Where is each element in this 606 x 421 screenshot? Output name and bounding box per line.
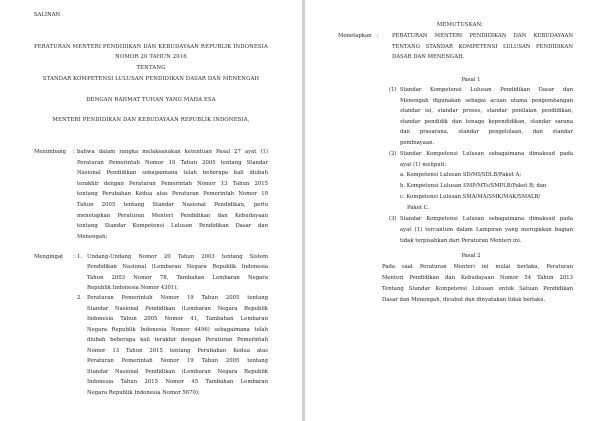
preamble-rahmat: DENGAN RAHMAT TUHAN YANG MAHA ESA: [86, 97, 216, 103]
mengingat-line: Indonesia Tahun 2015 Nomor 45 Tambahan Lembaran: [87, 379, 268, 385]
menetapkan-line: TENTANG STANDAR KOMPETENSI LULUSAN PENDIDIKAN: [392, 43, 573, 50]
mengingat-line: Standar Nasional Pendidikan (Lembaran Negara Republik: [87, 368, 268, 375]
mengingat-item-number: 2.: [77, 295, 83, 301]
mengingat-colon: :: [73, 254, 75, 260]
pasal-1-heading: Pasal 1: [461, 77, 481, 83]
mengingat-line: Standar Nasional Pendidikan (Lembaran Negara Republik: [87, 305, 268, 312]
ayat-2-line: Standar Kompetensi Lulusan sebagaimana dimaksud pada: [400, 151, 573, 157]
ayat-2-subitem: a. Kompetensi Lulusan SD/MI/SDLB/Paket A;: [400, 172, 522, 178]
ayat-1-line: pembiayaan.: [400, 139, 435, 146]
menimbang-line: Nasional Pendidikan sebagaimana telah beberapa kali diubah: [77, 170, 268, 177]
regulation-title-line: STANDAR KOMPETENSI LULUSAN PENDIDIKAN DASAR DAN MENENGAH: [42, 76, 260, 82]
menetapkan-colon: :: [377, 33, 379, 39]
menimbang-line: Peraturan Pemerintah Nomor 19 Tahun 2005 tentang Standar: [77, 159, 268, 166]
mengingat-line: Republik Indonesia Nomor 4301);: [87, 285, 179, 292]
pasal-2-line: Tentang Standar Kompetensi Lulusan untuk Satuan Pendidikan: [382, 286, 573, 292]
mengingat-line: Negara Republik Indonesia Nomor 4496) sebagaimana telah: [87, 326, 268, 333]
mengingat-line: Peraturan Pemerintah Nomor 19 Tahun 2005 tentang: [87, 358, 268, 364]
mengingat-line: Tahun 2003 Nomor 78, Tambahan Lembaran Negara: [87, 274, 268, 281]
ayat-3-line: ayat (1) tercantum dalam Lampiran yang merupakan bagian: [400, 227, 573, 233]
regulation-title-line: PERATURAN MENTERI PENDIDIKAN DAN KEBUDAYAAN REPUBLIK INDONESIA: [34, 44, 268, 50]
mengingat-label: Mengingat: [34, 254, 64, 260]
mengingat-line: Peraturan Pemerintah Nomor 19 Tahun 2005 tentang: [87, 295, 268, 301]
ayat-2-subitem: Paket C.: [407, 205, 430, 211]
pasal-2-line: Dasar dan Menengah, dicabut dan dinyatakan tidak berlaku.: [382, 297, 546, 303]
ayat-number: (2): [389, 151, 397, 157]
document-page-right: [305, 0, 606, 421]
menimbang-line: bahwa dalam rangka melaksanakan ketentuan Pasal 27 ayat (1): [77, 149, 268, 155]
menimbang-line: tentang Standar Kompetensi Lulusan Pendidikan Dasar dan: [77, 223, 268, 230]
ayat-2-subitem: b. Kompetensi Lulusan SMP/MTs/SMPLB/Paket B; dan: [400, 183, 547, 189]
ayat-1-line: standar pendidik dan tenaga kependidikan, standar sarana: [400, 118, 573, 125]
salinan-label: SALINAN: [34, 12, 61, 18]
mengingat-line: diubah beberapa kali terakhir dengan Peraturan Pemerintah: [87, 337, 268, 343]
menimbang-line: Tahun 2005 tentang Standar Nasional Pendidikan, perlu: [77, 202, 268, 208]
menimbang-label: Menimbang: [34, 149, 67, 155]
ayat-1-line: Standar Kompetensi Lulusan Pendidikan Dasar dan: [400, 87, 573, 93]
mengingat-line: Undang-Undang Nomor 20 Tahun 2003 tentang Sistem: [87, 254, 268, 260]
mengingat-item-number: 1.: [77, 254, 83, 260]
ayat-2-line: ayat (1) meliputi:: [400, 162, 447, 168]
menimbang-line: menetapkan Peraturan Menteri Pendidikan dan Kebudayaan: [77, 212, 268, 219]
ayat-number: (3): [389, 216, 397, 222]
menimbang-colon: :: [73, 149, 75, 155]
pasal-2-line: Menteri Pendidikan dan Kebudayaan Nomor 54 Tahun 2013: [382, 275, 573, 281]
regulation-title-line: TENTANG: [136, 65, 166, 71]
ayat-3-line: Standar Kompetensi Lulusan sebagaimana dimaksud pada: [400, 216, 573, 222]
mengingat-line: Negara Republik Indonesia Nomor 5670);: [87, 389, 200, 396]
document-page-left: [0, 0, 302, 421]
mengingat-line: Nomor 13 Tahun 2015 tentang Perubahan Kedua atas: [87, 347, 268, 354]
pasal-2-heading: Pasal 2: [461, 253, 481, 259]
preamble-menteri: MENTERI PENDIDIKAN DAN KEBUDAYAAN REPUBLIK INDONESIA,: [52, 117, 250, 123]
menimbang-line: terakhir dengan Peraturan Pemerintah Nomor 13 Tahun 2015: [77, 180, 268, 187]
ayat-3-line: tidak terpisahkan dari Peraturan Menteri ini.: [400, 238, 522, 244]
menetapkan-line: PERATURAN MENTERI PENDIDIKAN DAN KEBUDAYAAN: [392, 33, 573, 39]
memutuskan-heading: MEMUTUSKAN:: [436, 22, 484, 28]
ayat-1-line: dan prasarana, standar pengelolaan, dan standar: [400, 129, 573, 135]
menimbang-line: Menengah;: [77, 233, 108, 240]
ayat-1-line: Menengah digunakan sebagai acuan utama pengembangan: [400, 97, 573, 104]
menetapkan-line: DASAR DAN MENENGAH.: [392, 54, 465, 60]
pasal-2-line: Pada saat Peraturan Menteri ini mulai berlaku, Peraturan: [382, 264, 573, 270]
ayat-number: (1): [389, 87, 397, 93]
regulation-title-line: NOMOR 20 TAHUN 2016: [115, 54, 187, 60]
menimbang-line: tentang Perubahan Kedua atas Peraturan Pemerintah Nomor 19: [77, 191, 268, 198]
menetapkan-label: Menetapkan: [338, 33, 372, 39]
mengingat-line: Indonesia Tahun 2005 Nomor 41, Tambahan Lembaran: [87, 316, 268, 322]
ayat-1-line: standar isi, standar proses, standar penilaian pendidikan,: [400, 108, 573, 114]
mengingat-line: Pendidikan Nasional (Lembaran Negara Republik Indonesia: [87, 264, 268, 271]
ayat-2-subitem: c. Kompetensi Lulusan SMA/MA/SMK/MAK/SMALB/: [400, 194, 541, 200]
